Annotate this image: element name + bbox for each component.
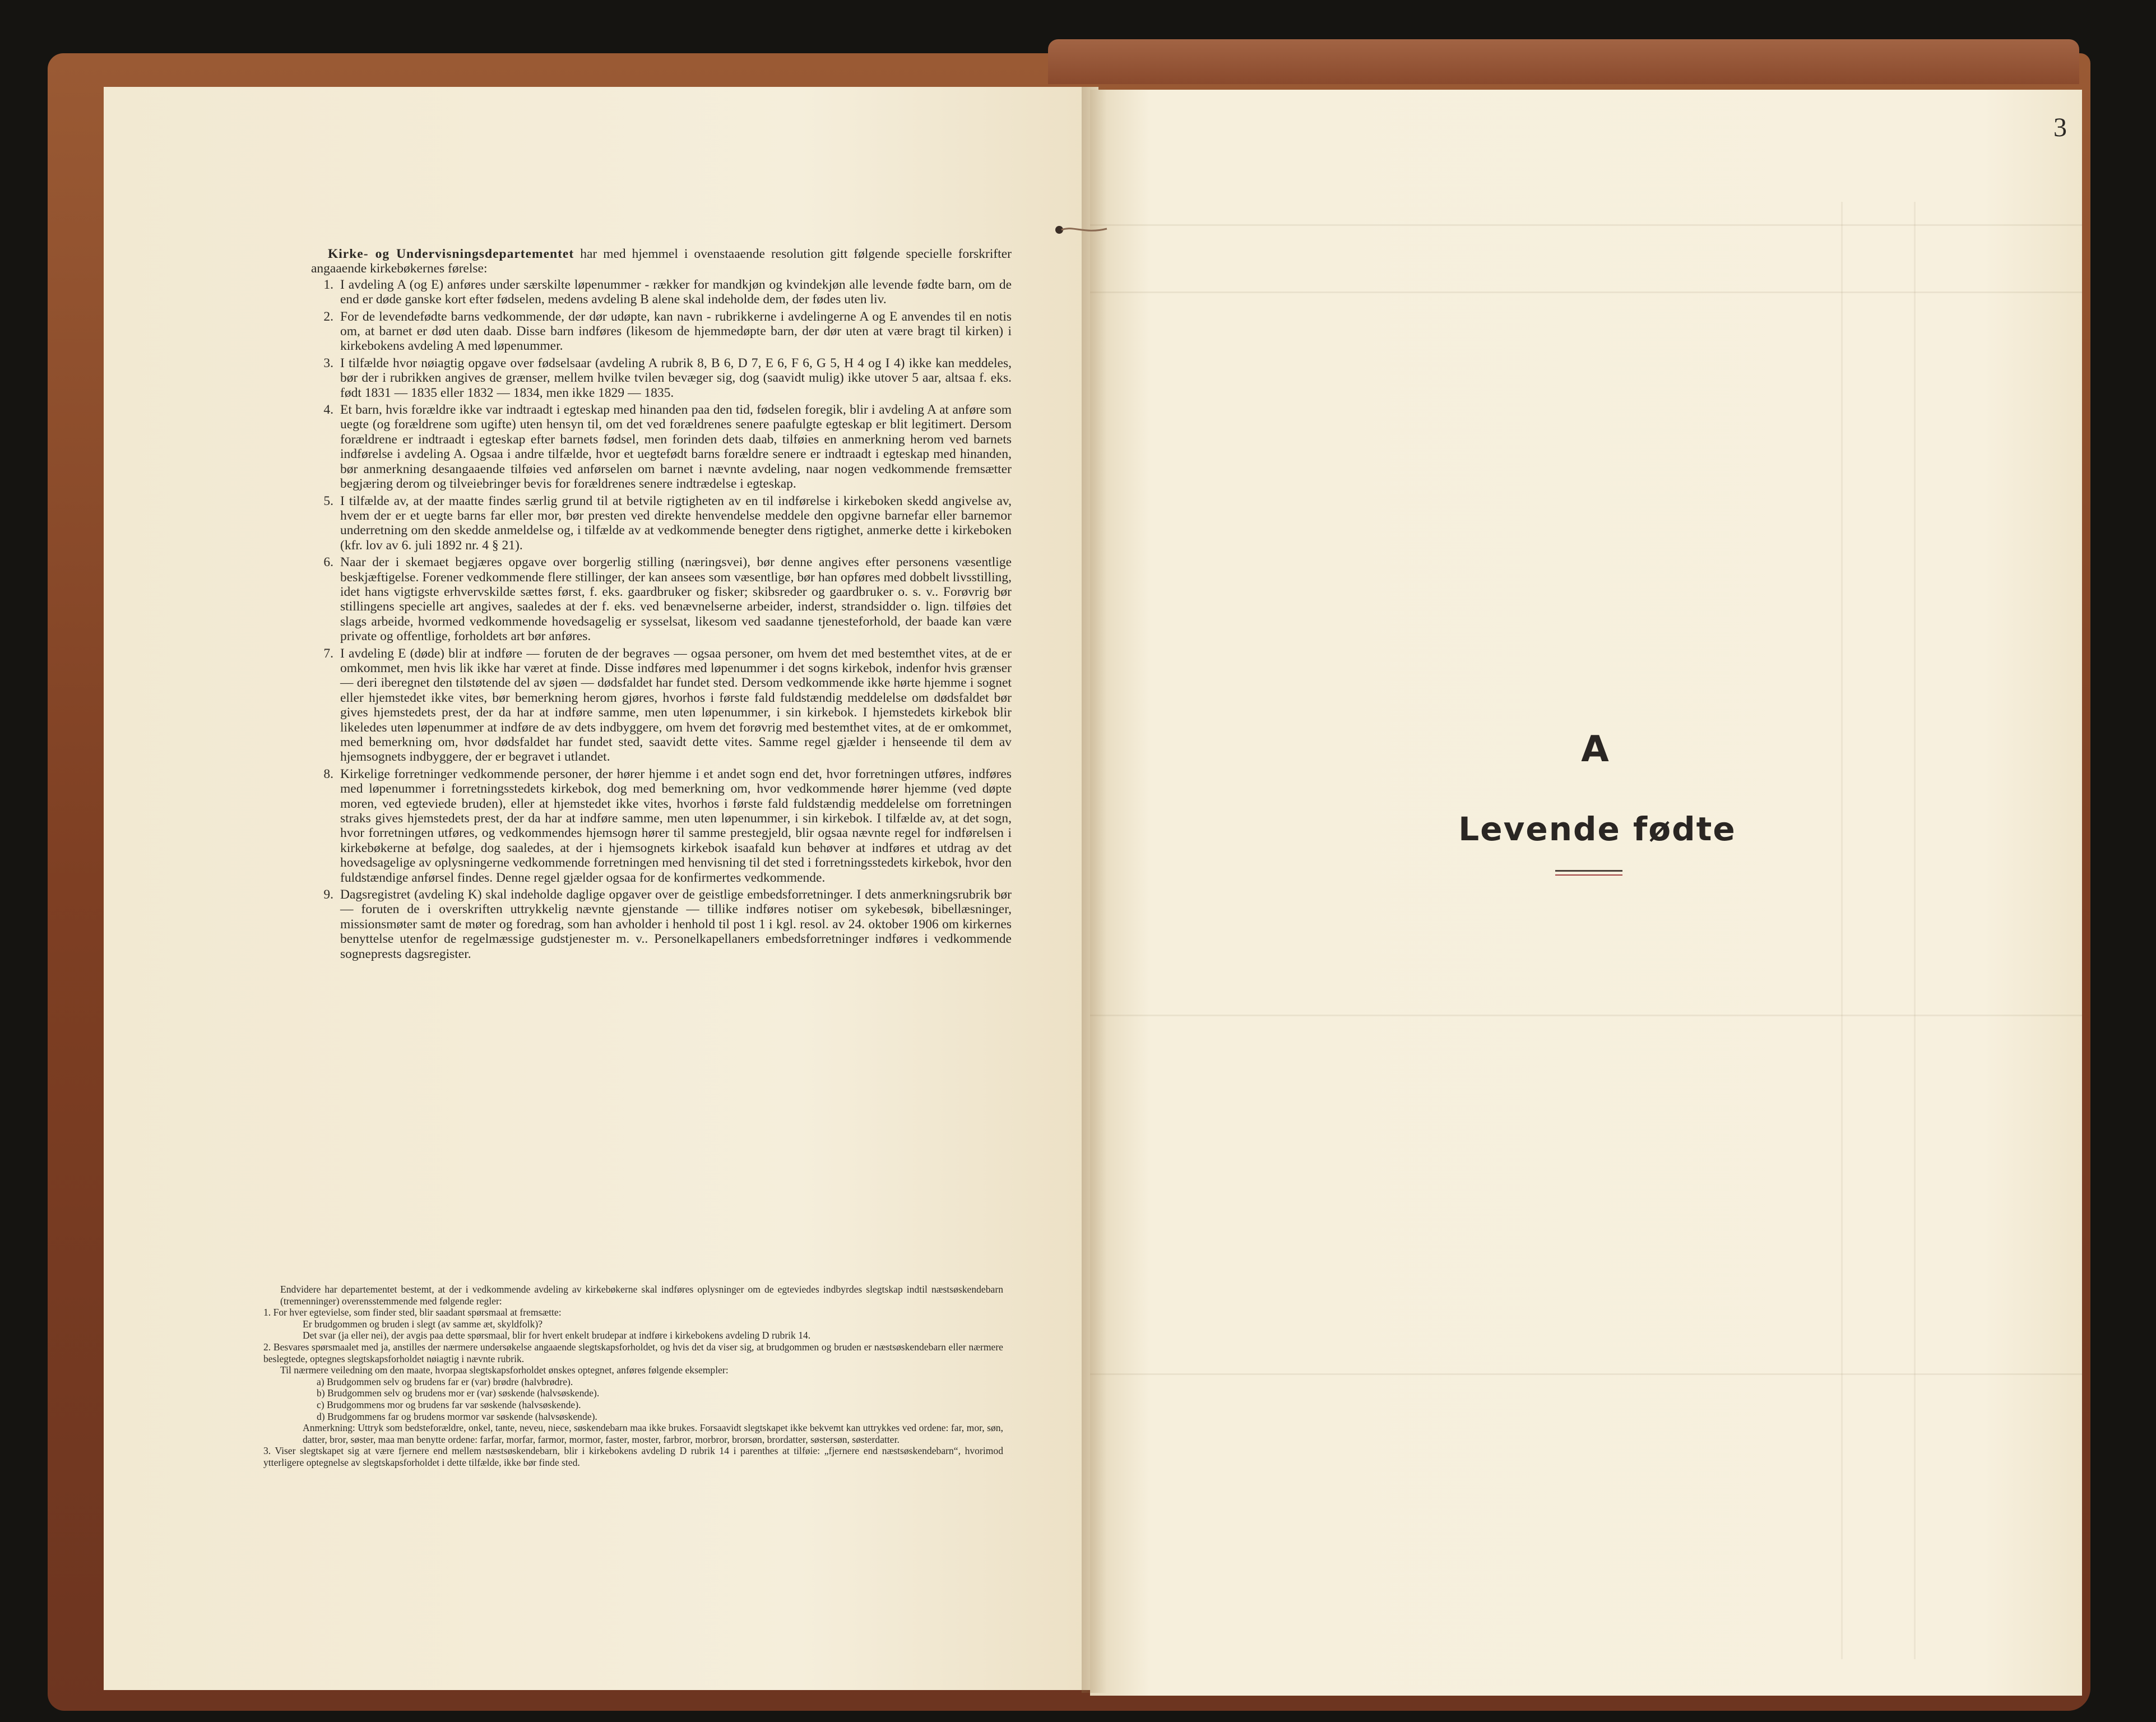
decree-item-number: 3. <box>323 355 333 371</box>
right-page <box>1090 90 2082 1696</box>
decree-item-number: 2. <box>323 309 333 324</box>
footnote-line: b) Brudgommen selv og brudens mor er (var) søskende (halvsøskende). <box>317 1387 600 1399</box>
decree-item-text: I avdeling A (og E) anføres under særskilte løpenummer - rækker for mandkjøn og kvindekjøn alle levende fødte barn, om de end er døde ganske kort efter fødselen, medens avdeling B alene skal indeholde dem, der fødes uten liv. <box>340 277 1012 307</box>
page-number: 3 <box>2053 113 2067 142</box>
binding-thread <box>1054 223 1110 237</box>
footnote-line: d) Brudgommens far og brudens mormor var søskende (halvsøskende). <box>317 1410 597 1422</box>
decree-item <box>311 402 1012 491</box>
decree-item-number: 9. <box>323 887 333 902</box>
decree-item-text: I tilfælde hvor nøiagtig opgave over fødselsaar (avdeling A rubrik 8, B 6, D 7, E 6, F 6, G 5, H 4 og I 4) ikke kan meddeles, bør der i rubrikken angives de grænser, mellem hvilke tvilen bevæger sig, dog (saavidt mulig) ikke utover 5 aar, altsaa f. eks. født 1831 — 1835 eller 1832 — 1834, men ikke 1829 — 1835. <box>340 355 1012 400</box>
footnote-line: Til nærmere veiledning om den maate, hvorpaa slegtskapsforholdet ønskes optegnet, anføres følgende eksempler: <box>280 1364 729 1376</box>
decree-item <box>311 277 1012 307</box>
footnote-line: Er brudgommen og bruden i slegt (av samme æt, skyldfolk)? <box>303 1318 543 1330</box>
decree-item-number: 6. <box>323 555 333 570</box>
ghost-ruling <box>1090 291 2082 293</box>
footnote-line: 1. For hver egtevielse, som finder sted, blir saadant spørsmaal at fremsætte: <box>263 1307 562 1318</box>
footnote-line: 2. Besvares spørsmaalet med ja, anstilles der nærmere undersøkelse angaaende slegtskapsforholdet, og hvis det da viser sig, at brudgommen og bruden er næstsøskendebarn eller nærmere beslegtede, optegnes slegtskapsforholdet nøiagtig i nævnte rubrik. <box>263 1341 1003 1364</box>
footnote-line: Endvidere har departementet bestemt, at der i vedkommende avdeling av kirkebøkerne skal indføres oplysninger om de egteviedes indbyrdes slegtskap indtil næstsøskendebarn (tremenninger) overensstemmende med følgende regler: <box>280 1284 1003 1307</box>
decree-text <box>311 247 1012 964</box>
footnote-line: Anmerkning: Uttryk som bedsteforældre, onkel, tante, neveu, niece, søskendebarn maa ikke brukes. Forsaavidt slegtskapet ikke bekvemt kan uttrykkes ved ordene: far, mor, søn, datter, bror, søster, maa man benytte ordene: farfar, morfar, farmor, mormor, faster, moster, farbror, morbror, brorsøn, brordatter, søstersøn, søsterdatter. <box>303 1422 1003 1445</box>
footnote-line: c) Brudgommens mor og brudens far var søskende (halvsøskende). <box>317 1399 581 1410</box>
decree-item-number: 8. <box>323 766 333 781</box>
decree-intro <box>311 247 1012 276</box>
decree-item <box>311 887 1012 961</box>
decree-item-number: 4. <box>323 402 333 418</box>
footnote-line: Det svar (ja eller nei), der avgis paa dette spørsmaal, blir for hvert enkelt brudepar at indføre i kirkebokens avdeling D rubrik 14. <box>303 1330 811 1341</box>
footnote-line: a) Brudgommen selv og brudens far er (var) brødre (halvbrødre). <box>317 1376 573 1387</box>
decree-heading: Kirke- og Undervisningsdepartementet <box>328 247 574 261</box>
decree-item-text: I avdeling E (døde) blir at indføre — foruten de der begraves — ogsaa personer, om hvem det med bestemthet vites, at de er omkommet, men hvis lik ikke har været at finde. Disse indføres med løpenummer i det sogns kirkebok, indenfor hvis grænser — deri iberegnet den tilstøtende del av sjøen — dødsfaldet har fundet sted. Dersom vedkommende ikke hørte hjemme i sognet eller hjemstedet ikke vites, bør bemerkning herom gjøres, hvorhos i første fald fuldstændig meddelelse om dødsfaldet bør gives hjemstedets prest, der da har at indføre samme, men uten løpenummer, i sin kirkebok. I hjemstedets kirkebok blir likeledes uten løpenummer at indføre de av dets indbyggere, om hvem det forøvrig med bestemthet vites, at de er omkommet, med bemerkning om, hvor dødsfaldet har fundet sted, saavidt dette vites. Samme regel gjælder i henseende til dem av hjemsognets indbyggere, der er begravet i utlandet. <box>340 646 1012 765</box>
decree-item-text: For de levendefødte barns vedkommende, der dør udøpte, kan navn - rubrikkerne i avdelingerne A og E anvendes til en notis om, at barnet er død uten daab. Disse barn indføres (likesom de hjemmedøpte barn, der dør uten at være bragt til kirken) i kirkebokens avdeling A med løpenummer. <box>340 309 1012 354</box>
decree-item-text: Naar der i skemaet begjæres opgave over borgerlig stilling (næringsvei), bør denne angives efter personens væsentlige beskjæftigelse. Forener vedkommende flere stillinger, der kan ansees som væsentlige, bør han opføres med dobbelt livsstilling, idet hans vigtigste erhvervskilde sættes først, f. eks. gaardbruker og fisker; skibsreder og gaardbruker o. s. v.. Forøvrig bør stillingens specielle art angives, saaledes at der f. eks. ved benævnelserne arbeider, inderst, strandsidder o. lign. tilføies det slags arbeide, hvormed vedkommende hovedsagelig er sysselsat, likesom ved saadanne tjenesteforhold, der baade kan være private og offentlige, forholdets art bør anføres. <box>340 555 1012 644</box>
title-underline-red <box>1555 874 1622 876</box>
decree-item-number: 1. <box>323 277 333 292</box>
ghost-ruling <box>1090 1373 2082 1375</box>
ghost-column <box>1914 202 1916 1659</box>
decree-items <box>311 277 1012 961</box>
section-letter: A <box>1581 729 1609 770</box>
decree-item-text: Kirkelige forretninger vedkommende personer, der hører hjemme i et andet sogn end det, hvor forretningen utføres, indføres med løpenummer i forretningsstedets kirkebok, dog med bemerkning om, hvor vedkommende hører hjemme (ved døpte moren, ved egteviede bruden), eller at hjemstedet ikke vites, hvorhos i første fald fuldstændig meddelelse om forretningen straks gives hjemstedets prest, der da har at indføre samme, men uten løpenummer, i sin kirkebok. I tilfælde av, at det sogn, hvor forretningen utføres, og vedkommendes hjemsogn hører til samme prestegjeld, blir ogsaa nævnte regel for indførelsen i kirkebøkerne at befølge, dog saaledes, at der i hjemsognets kirkebok isaafald kun behøver at indføres et utdrag av det hovedsagelige av oplysningerne vedkommende forretningen med henvisning til det sted i forretningsstedets kirkebok, hvor den fuldstændige anførsel findes. Denne regel gjælder ogsaa for de konfirmertes vedkommende. <box>340 766 1012 885</box>
decree-item-text: I tilfælde av, at der maatte findes særlig grund til at betvile rigtigheten av en til indførelse i kirkeboken skedd angivelse av, hvem der er et uegte barns far eller mor, bør presten ved direkte henvendelse meddele den opgivne barnefar eller barnemor underretning om den skedde anmeldelse og, i tilfælde av at vedkommende benegter dens rigtighet, anmerke dette i kirkeboken (kfr. lov av 6. juli 1892 nr. 4 § 21). <box>340 493 1012 553</box>
section-title: Levende fødte <box>1458 810 1736 848</box>
decree-item <box>311 356 1012 400</box>
page-gutter <box>1082 87 1107 1693</box>
book-cover-edge <box>1048 39 2079 84</box>
decree-item-text: Et barn, hvis forældre ikke var indtraadt i egteskap med hinanden paa den tid, fødselen foregik, blir i avdeling A at anføre som uegte (og forældrene som ugifte) uten hensyn til, om det ved forældrenes senere paafulgte egteskap er blit legitimert. Dersom forældrene er indtraadt i egteskap efter barnets fødsel, men forinden dets daab, tilføies en anmerkning herom ved barnets indførelse i avdeling A. Ogsaa i andre tilfælde, hvor et uegtefødt barns forældre senere er indtraadt i egteskap med hinanden, bør anmerkning desangaaende tilføies ved anførselen om barnet i nævnte avdeling, naar nogen vedkommende fremsætter begjæring derom og tilveiebringer bevis for forældrenes senere indtrædelse i egteskap. <box>340 402 1012 492</box>
decree-item <box>311 767 1012 885</box>
ghost-ruling <box>1090 224 2082 226</box>
decree-heading-rest: har med hjemmel i ovenstaaende resolution gitt følgende specielle forskrifter angaaende kirkebøkernes førelse: <box>311 247 1012 276</box>
ghost-ruling <box>1090 1015 2082 1016</box>
footnote-block <box>263 1284 1003 1469</box>
ghost-column <box>1841 202 1843 1659</box>
footnote-line: 3. Viser slegtskapet sig at være fjernere end mellem næstsøskendebarn, blir i kirkebokens avdeling D rubrik 14 i parenthes at tilføie: „fjernere end næstsøskendebarn“, hvorimod ytterligere optegnelse av slegtskapsforholdet i dette tilfælde, ikke bør finde sted. <box>263 1445 1003 1468</box>
decree-item <box>311 494 1012 553</box>
decree-item <box>311 646 1012 765</box>
decree-item-text: Dagsregistret (avdeling K) skal indeholde daglige opgaver over de geistlige embedsforretninger. I dets anmerkningsrubrik bør — foruten de i overskriften uttrykkelig nævnte gjenstande — tillike indføres notiser om sykebesøk, bibellæsninger, missionsmøter samt de møter og foredrag, som han avholder i henhold til post 1 i kgl. resol. av 24. oktober 1906 om kirkernes benyttelse utenfor de regelmæssige gudstjenester m. v.. Personelkapellaners embedsforretninger indføres i vedkommende sogneprests dagsregister. <box>340 887 1012 961</box>
decree-item-number: 5. <box>323 493 333 508</box>
decree-item-number: 7. <box>323 646 333 661</box>
decree-item <box>311 309 1012 354</box>
decree-item <box>311 555 1012 644</box>
title-underline <box>1555 870 1622 872</box>
